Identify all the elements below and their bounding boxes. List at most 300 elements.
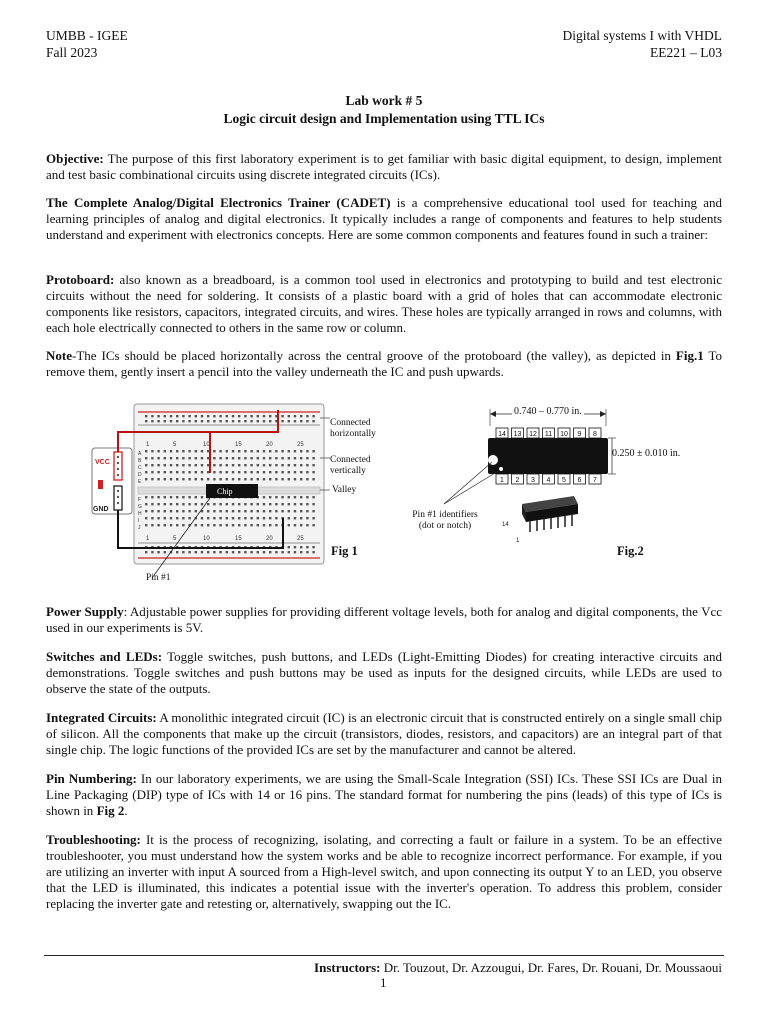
breadboard-hole <box>250 503 252 505</box>
breadboard-hole <box>244 464 246 466</box>
ic-pin-top-9: 9 <box>577 431 582 438</box>
breadboard-hole <box>213 457 215 459</box>
breadboard-hole <box>275 457 277 459</box>
breadboard-hole <box>238 517 240 519</box>
header-code: EE221 – L03 <box>650 45 722 60</box>
breadboard-hole <box>226 517 228 519</box>
rail-hole <box>312 551 314 553</box>
breadboard-hole <box>294 496 296 498</box>
breadboard-hole <box>219 503 221 505</box>
rail-hole <box>145 551 147 553</box>
pin-numbering-fig-ref: Fig 2 <box>96 803 125 818</box>
breadboard-hole <box>294 464 296 466</box>
breadboard-hole <box>145 496 147 498</box>
small-ic-pin1: 1 <box>516 538 520 544</box>
breadboard-hole <box>238 510 240 512</box>
ics-paragraph <box>46 710 722 758</box>
troubleshooting-paragraph <box>46 832 722 912</box>
rail-hole <box>294 415 296 417</box>
note-label: Note <box>46 348 72 363</box>
ic-3d-small <box>502 496 578 544</box>
breadboard-hole <box>207 503 209 505</box>
pin-numbering-end: . <box>124 803 128 818</box>
breadboard-hole <box>145 503 147 505</box>
breadboard-hole <box>157 457 159 459</box>
breadboard-hole <box>238 457 240 459</box>
rail-hole <box>288 551 290 553</box>
breadboard-hole <box>195 457 197 459</box>
col-num-25: 25 <box>297 442 304 448</box>
breadboard-hole <box>294 510 296 512</box>
breadboard-hole <box>281 457 283 459</box>
breadboard-hole <box>164 503 166 505</box>
breadboard-hole <box>275 478 277 480</box>
breadboard-hole <box>195 471 197 473</box>
breadboard-hole <box>170 478 172 480</box>
breadboard-hole <box>257 510 259 512</box>
breadboard-hole <box>250 517 252 519</box>
breadboard-hole <box>182 503 184 505</box>
rail-hole <box>312 546 314 548</box>
breadboard-hole <box>306 524 308 526</box>
breadboard-hole <box>145 478 147 480</box>
breadboard-hole <box>195 478 197 480</box>
breadboard-hole <box>176 464 178 466</box>
ic-pin-top-14: 14 <box>498 431 506 438</box>
breadboard-hole <box>263 496 265 498</box>
breadboard-hole <box>157 517 159 519</box>
header-course: Digital systems I with VHDL <box>562 28 722 43</box>
breadboard-hole <box>312 510 314 512</box>
breadboard-hole <box>294 450 296 452</box>
row-label-h: H <box>138 511 142 517</box>
breadboard-hole <box>238 524 240 526</box>
rail-hole <box>244 551 246 553</box>
small-ic-pin14: 14 <box>502 522 509 528</box>
rail-hole <box>275 551 277 553</box>
breadboard-hole <box>182 471 184 473</box>
breadboard-hole <box>219 524 221 526</box>
label-connected-v-2: vertically <box>330 466 366 476</box>
breadboard-hole <box>263 478 265 480</box>
breadboard-hole <box>257 471 259 473</box>
header-right <box>563 27 723 61</box>
breadboard-hole <box>312 471 314 473</box>
breadboard-hole <box>219 457 221 459</box>
breadboard-hole <box>232 457 234 459</box>
breadboard-hole <box>207 478 209 480</box>
breadboard-hole <box>281 510 283 512</box>
rail-hole <box>219 415 221 417</box>
breadboard-hole <box>250 471 252 473</box>
breadboard-hole <box>263 517 265 519</box>
breadboard-hole <box>170 510 172 512</box>
rail-hole <box>294 420 296 422</box>
breadboard-hole <box>275 517 277 519</box>
breadboard-hole <box>219 478 221 480</box>
breadboard-hole <box>281 496 283 498</box>
breadboard-hole <box>294 478 296 480</box>
cadet-text: is a comprehensive educational tool used for teaching and learning principles of analog and digital electronics. It typically includes a range of components and features to help students understand and experiment with electronics concepts. Here are some common components and features found in such a trainer: <box>46 195 722 242</box>
breadboard-hole <box>176 503 178 505</box>
breadboard-hole <box>250 450 252 452</box>
breadboard-hole <box>182 524 184 526</box>
breadboard-hole <box>300 471 302 473</box>
note-text: -The ICs should be placed horizontally across the central groove of the protoboard (the valley), as depicted in <box>72 348 676 363</box>
breadboard-hole <box>151 478 153 480</box>
breadboard-hole <box>275 510 277 512</box>
breadboard-hole <box>201 450 203 452</box>
breadboard-hole <box>188 464 190 466</box>
breadboard-hole <box>195 464 197 466</box>
rail-hole <box>157 415 159 417</box>
breadboard-hole <box>257 517 259 519</box>
rail-hole <box>188 415 190 417</box>
power-text: : Adjustable power supplies for providing different voltage levels, both for analog and digital components, the Vcc used in our experiments is 5V. <box>46 604 723 635</box>
rail-hole <box>306 546 308 548</box>
breadboard-hole <box>176 450 178 452</box>
troubleshooting-text: It is the process of recognizing, isolating, and correcting a fault or failure in a system. To be an effective troubleshooter, you must understand how the system works and be able to recognize incorrect performance. For example, if you are utilizing an inverter with input A sourced from a High-level switch, and upon connecting its output Y to an LED, you observe that the LED is illuminated, this indicates a potential issue with the inverter's operation. To address this problem, consider replacing the inverter gate and retesting or, alternatively, swapping out the IC. <box>46 832 722 911</box>
breadboard-hole <box>226 450 228 452</box>
breadboard-hole <box>288 471 290 473</box>
row-label-g: G <box>138 504 142 510</box>
breadboard-hole <box>182 450 184 452</box>
breadboard-hole <box>263 471 265 473</box>
rail-hole <box>244 420 246 422</box>
breadboard-hole <box>269 524 271 526</box>
breadboard-hole <box>226 478 228 480</box>
breadboard-hole <box>300 496 302 498</box>
troubleshooting-label: Troubleshooting: <box>46 832 141 847</box>
breadboard-hole <box>275 496 277 498</box>
rail-hole <box>294 551 296 553</box>
breadboard-hole <box>300 457 302 459</box>
protoboard-text: also known as a breadboard, is a common tool used in electronics and prototyping to build and test electronic circuits without the need for soldering. It consists of a plastic board with a grid of holes that can accommodate electronic components like resistors, capacitors, integrated circuits, and wires. These holes are typically arranged in rows and columns, with each hole electrically connected to others in the same row or column. <box>46 272 722 335</box>
breadboard-hole <box>288 450 290 452</box>
rail-hole <box>164 551 166 553</box>
rail-hole <box>232 415 234 417</box>
breadboard-hole <box>195 496 197 498</box>
breadboard-hole <box>269 471 271 473</box>
breadboard-hole <box>213 503 215 505</box>
breadboard-hole <box>288 457 290 459</box>
breadboard-hole <box>151 517 153 519</box>
breadboard-hole <box>232 510 234 512</box>
breadboard-hole <box>257 503 259 505</box>
breadboard-hole <box>250 478 252 480</box>
breadboard-hole <box>170 464 172 466</box>
breadboard-hole <box>157 503 159 505</box>
rail-hole <box>281 551 283 553</box>
breadboard-hole <box>244 510 246 512</box>
breadboard-hole <box>201 471 203 473</box>
breadboard-hole <box>145 517 147 519</box>
ic-pin-top-10: 10 <box>560 431 568 438</box>
breadboard-hole <box>188 478 190 480</box>
breadboard-hole <box>294 524 296 526</box>
breadboard-hole <box>145 471 147 473</box>
breadboard-hole <box>213 471 215 473</box>
objective-text: The purpose of this first laboratory experiment is to get familiar with basic digital equipment, to design, implement and test basic combinational circuits using discrete integrated circuits (ICs). <box>46 151 722 182</box>
breadboard-hole <box>288 464 290 466</box>
cadet-paragraph <box>46 195 722 243</box>
breadboard-hole <box>288 503 290 505</box>
col-num-20: 20 <box>266 442 273 448</box>
footer-label: Instructors: <box>314 960 381 975</box>
breadboard-hole <box>157 478 159 480</box>
ics-label: Integrated Circuits: <box>46 710 157 725</box>
footer-instructors <box>314 960 722 976</box>
breadboard-hole <box>263 457 265 459</box>
breadboard-hole <box>306 496 308 498</box>
rail-hole <box>182 415 184 417</box>
breadboard-hole <box>213 524 215 526</box>
rail-hole <box>195 420 197 422</box>
breadboard-hole <box>269 510 271 512</box>
rail-hole <box>281 420 283 422</box>
col-num-15: 15 <box>235 442 242 448</box>
breadboard-hole <box>244 478 246 480</box>
header-term: Fall 2023 <box>46 45 98 60</box>
rail-hole <box>269 415 271 417</box>
ic-pin-bottom-6: 6 <box>577 477 582 484</box>
label-connected-h-1: Connected <box>330 418 371 428</box>
switches-text: Toggle switches, push buttons, and LEDs (Light-Emitting Diodes) for creating interactive circuits and demonstrations. Toggle switches and push buttons may be used as inputs for the designed circuits, while LEDs are used to observe the state of the outputs. <box>46 649 722 696</box>
breadboard-hole <box>164 496 166 498</box>
cadet-label: The Complete Analog/Digital Electronics Trainer (CADET) <box>46 195 391 210</box>
breadboard-hole <box>188 450 190 452</box>
breadboard-hole <box>201 496 203 498</box>
breadboard-hole <box>170 450 172 452</box>
row-label-j: J <box>138 525 141 531</box>
rail-hole <box>306 551 308 553</box>
breadboard-hole <box>244 524 246 526</box>
breadboard-hole <box>275 450 277 452</box>
breadboard-hole <box>207 510 209 512</box>
note-text2: To remove them, gently insert a pencil into the valley underneath the IC and push upwards. <box>46 348 722 379</box>
breadboard-hole <box>151 457 153 459</box>
rail-hole <box>257 415 259 417</box>
page-number: 1 <box>380 975 387 990</box>
breadboard-hole <box>182 464 184 466</box>
breadboard-hole <box>294 503 296 505</box>
col-num-1-bottom: 1 <box>146 536 150 542</box>
breadboard-hole <box>226 471 228 473</box>
breadboard-hole <box>232 471 234 473</box>
breadboard-hole <box>238 450 240 452</box>
breadboard-hole <box>306 503 308 505</box>
breadboard-hole <box>157 464 159 466</box>
breadboard-hole <box>226 510 228 512</box>
breadboard-hole <box>244 457 246 459</box>
dim-top-label: 0.740 – 0.770 in. <box>514 406 582 417</box>
breadboard-hole <box>250 524 252 526</box>
breadboard-hole <box>219 464 221 466</box>
ic-top-pins <box>496 428 601 438</box>
breadboard-hole <box>164 478 166 480</box>
rail-hole <box>300 420 302 422</box>
breadboard-hole <box>288 496 290 498</box>
breadboard-hole <box>269 457 271 459</box>
breadboard-hole <box>164 510 166 512</box>
breadboard-hole <box>182 457 184 459</box>
pin-id-line1: Pin #1 identifiers <box>412 510 478 520</box>
breadboard-hole <box>275 471 277 473</box>
breadboard-hole <box>226 524 228 526</box>
breadboard-hole <box>157 450 159 452</box>
objective-label: Objective: <box>46 151 104 166</box>
breadboard-hole <box>232 524 234 526</box>
breadboard-hole <box>213 478 215 480</box>
title-line1: Lab work # 5 <box>345 93 423 108</box>
col-num-15-bottom: 15 <box>235 536 242 542</box>
header-left <box>46 27 128 61</box>
rail-hole <box>269 420 271 422</box>
breadboard-hole <box>201 517 203 519</box>
power-paragraph <box>46 604 722 636</box>
rail-hole <box>250 551 252 553</box>
breadboard-hole <box>176 517 178 519</box>
pin-identifiers-label <box>400 510 490 532</box>
ic-pin-top-11: 11 <box>544 431 553 438</box>
breadboard-hole <box>300 503 302 505</box>
ic-pin-bottom-2: 2 <box>515 477 520 484</box>
rail-hole <box>195 551 197 553</box>
rail-hole <box>238 415 240 417</box>
breadboard-hole <box>145 450 147 452</box>
breadboard-hole <box>219 450 221 452</box>
breadboard-hole <box>176 510 178 512</box>
breadboard-hole <box>238 478 240 480</box>
rail-hole <box>219 551 221 553</box>
breadboard-hole <box>188 517 190 519</box>
dip-ic-diagram <box>400 400 720 580</box>
rail-hole <box>300 415 302 417</box>
rail-hole <box>263 551 265 553</box>
row-label-i: I <box>138 518 140 524</box>
breadboard-hole <box>269 450 271 452</box>
breadboard-hole <box>244 503 246 505</box>
rail-hole <box>269 551 271 553</box>
rail-hole <box>207 415 209 417</box>
dim-side-label: 0.250 ± 0.010 in. <box>612 448 681 459</box>
rail-hole <box>157 420 159 422</box>
ic-pin-top-12: 12 <box>529 431 537 438</box>
rail-hole <box>226 415 228 417</box>
breadboard-hole <box>238 464 240 466</box>
row-label-f: F <box>138 497 142 503</box>
fig2-caption: Fig.2 <box>617 544 644 558</box>
figure-1 <box>88 400 388 590</box>
pin-numbering-text: In our laboratory experiments, we are using the Small-Scale Integration (SSI) ICs. These SSI ICs are Dual in Line Packaging (DIP) type of ICs with 14 or 16 pins. The standard format for numbering the pins (leads) of this type of ICs is shown in <box>46 771 722 818</box>
breadboard-hole <box>151 524 153 526</box>
breadboard-hole <box>250 457 252 459</box>
label-connected-h-2: horizontally <box>330 429 376 439</box>
breadboard-hole <box>300 517 302 519</box>
breadboard-hole <box>213 464 215 466</box>
rail-hole <box>213 415 215 417</box>
breadboard-hole <box>176 496 178 498</box>
breadboard-hole <box>232 464 234 466</box>
breadboard-hole <box>269 478 271 480</box>
breadboard-hole <box>145 524 147 526</box>
breadboard-hole <box>300 524 302 526</box>
breadboard-hole <box>151 464 153 466</box>
breadboard-hole <box>269 517 271 519</box>
breadboard-hole <box>201 457 203 459</box>
note-fig-ref: Fig.1 <box>675 348 704 363</box>
label-pin1: Pin #1 <box>146 573 171 583</box>
breadboard-hole <box>238 503 240 505</box>
rail-hole <box>288 415 290 417</box>
breadboard-hole <box>201 478 203 480</box>
breadboard-hole <box>263 503 265 505</box>
breadboard-hole <box>164 457 166 459</box>
breadboard-hole <box>201 464 203 466</box>
rail-hole <box>263 420 265 422</box>
rail-hole <box>238 420 240 422</box>
ic-pin-bottom-7: 7 <box>593 477 597 484</box>
objective-paragraph <box>46 151 722 183</box>
breadboard-hole <box>232 503 234 505</box>
rail-hole <box>201 420 203 422</box>
col-num-5: 5 <box>173 442 177 448</box>
ic-pin-top-13: 13 <box>513 431 522 438</box>
rail-hole <box>250 415 252 417</box>
breadboard-hole <box>226 503 228 505</box>
breadboard-hole <box>182 510 184 512</box>
vcc-label: VCC <box>95 459 110 466</box>
rail-hole <box>151 420 153 422</box>
breadboard-hole <box>281 503 283 505</box>
breadboard-hole <box>300 450 302 452</box>
breadboard-hole <box>300 510 302 512</box>
breadboard-hole <box>257 524 259 526</box>
breadboard-hole <box>151 496 153 498</box>
breadboard-hole <box>164 450 166 452</box>
breadboard-hole <box>188 503 190 505</box>
breadboard-hole <box>269 464 271 466</box>
footer-divider <box>44 955 724 956</box>
ic-notch <box>488 455 498 465</box>
breadboard-hole <box>250 464 252 466</box>
rail-hole <box>312 415 314 417</box>
rail-hole <box>176 415 178 417</box>
rail-hole <box>257 551 259 553</box>
col-num-10-bottom: 10 <box>203 536 210 542</box>
rail-hole <box>250 420 252 422</box>
breadboard-hole <box>145 457 147 459</box>
rail-hole <box>288 546 290 548</box>
breadboard-hole <box>145 464 147 466</box>
breadboard-hole <box>170 524 172 526</box>
breadboard-hole <box>151 471 153 473</box>
breadboard-hole <box>238 471 240 473</box>
rail-hole <box>201 415 203 417</box>
breadboard-hole <box>300 464 302 466</box>
breadboard-hole <box>176 524 178 526</box>
ic-body <box>488 438 608 474</box>
rail-hole <box>219 420 221 422</box>
breadboard-hole <box>157 496 159 498</box>
breadboard-hole <box>250 510 252 512</box>
breadboard-hole <box>219 517 221 519</box>
rail-hole <box>188 551 190 553</box>
ics-text: A monolithic integrated circuit (IC) is an electronic circuit that is constructed entirely on a single small chip of silicon. All the components that make up the circuit (transistors, diodes, resistors, and capacitors) are an integral part of that single chip. The logic functions of the provided ICs are set by the manufacturer and cannot be altered. <box>46 710 722 757</box>
breadboard-hole <box>281 450 283 452</box>
ic-pin-top-8: 8 <box>593 431 597 438</box>
rail-hole <box>226 551 228 553</box>
